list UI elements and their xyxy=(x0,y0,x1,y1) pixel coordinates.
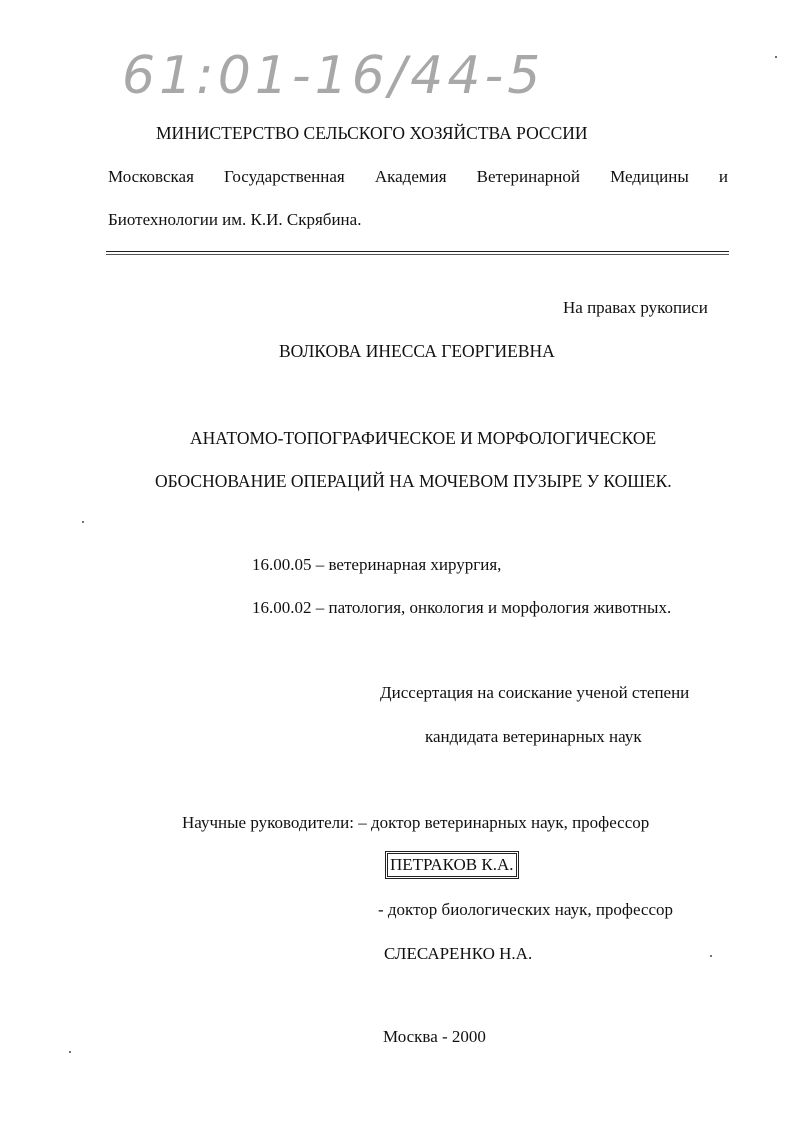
scan-speck xyxy=(69,1051,71,1053)
scan-speck xyxy=(82,521,84,523)
specialty-2: 16.00.02 – патология, онкология и морфология животных. xyxy=(252,598,672,617)
archive-stamp: 61:01-16/44-5 xyxy=(122,46,545,106)
ministry-heading: МИНИСТЕРСТВО СЕЛЬСКОГО ХОЗЯЙСТВА РОССИИ xyxy=(156,123,588,143)
thesis-title-line-2: ОБОСНОВАНИЕ ОПЕРАЦИЙ НА МОЧЕВОМ ПУЗЫРЕ У КОШЕК. xyxy=(155,471,672,491)
place-and-year: Москва - 2000 xyxy=(383,1027,486,1046)
supervisor-2-name: СЛЕСАРЕНКО Н.А. xyxy=(384,944,533,963)
academy-word: Московская xyxy=(108,167,194,186)
academy-word: Медицины xyxy=(610,167,689,186)
academy-word: Государственная xyxy=(224,167,345,186)
dissertation-line-1: Диссертация на соискание ученой степени xyxy=(380,683,690,702)
scan-speck xyxy=(775,56,777,58)
academy-line-1 xyxy=(108,167,728,187)
supervisor-2-title: - доктор биологических наук, профессор xyxy=(378,900,674,919)
supervisor-1-name: ПЕТРАКОВ К.А. xyxy=(387,853,517,877)
academy-word: Ветеринарной xyxy=(476,167,580,186)
scan-speck xyxy=(710,955,712,957)
author-name: ВОЛКОВА ИНЕССА ГЕОРГИЕВНА xyxy=(279,341,555,361)
supervisors-heading: Научные руководители: – доктор ветеринарных наук, профессор xyxy=(182,813,650,832)
specialty-1: 16.00.05 – ветеринарная хирургия, xyxy=(252,555,502,574)
header-divider-secondary xyxy=(106,254,729,255)
academy-line-2: Биотехнологии им. К.И. Скрябина. xyxy=(108,210,362,229)
header-divider xyxy=(106,251,729,252)
academy-word: и xyxy=(718,167,728,186)
dissertation-line-2: кандидата ветеринарных наук xyxy=(425,727,642,746)
manuscript-rights: На правах рукописи xyxy=(563,298,708,317)
academy-word: Академия xyxy=(374,167,447,186)
thesis-title-line-1: АНАТОМО-ТОПОГРАФИЧЕСКОЕ И МОРФОЛОГИЧЕСКОЕ xyxy=(190,428,657,448)
